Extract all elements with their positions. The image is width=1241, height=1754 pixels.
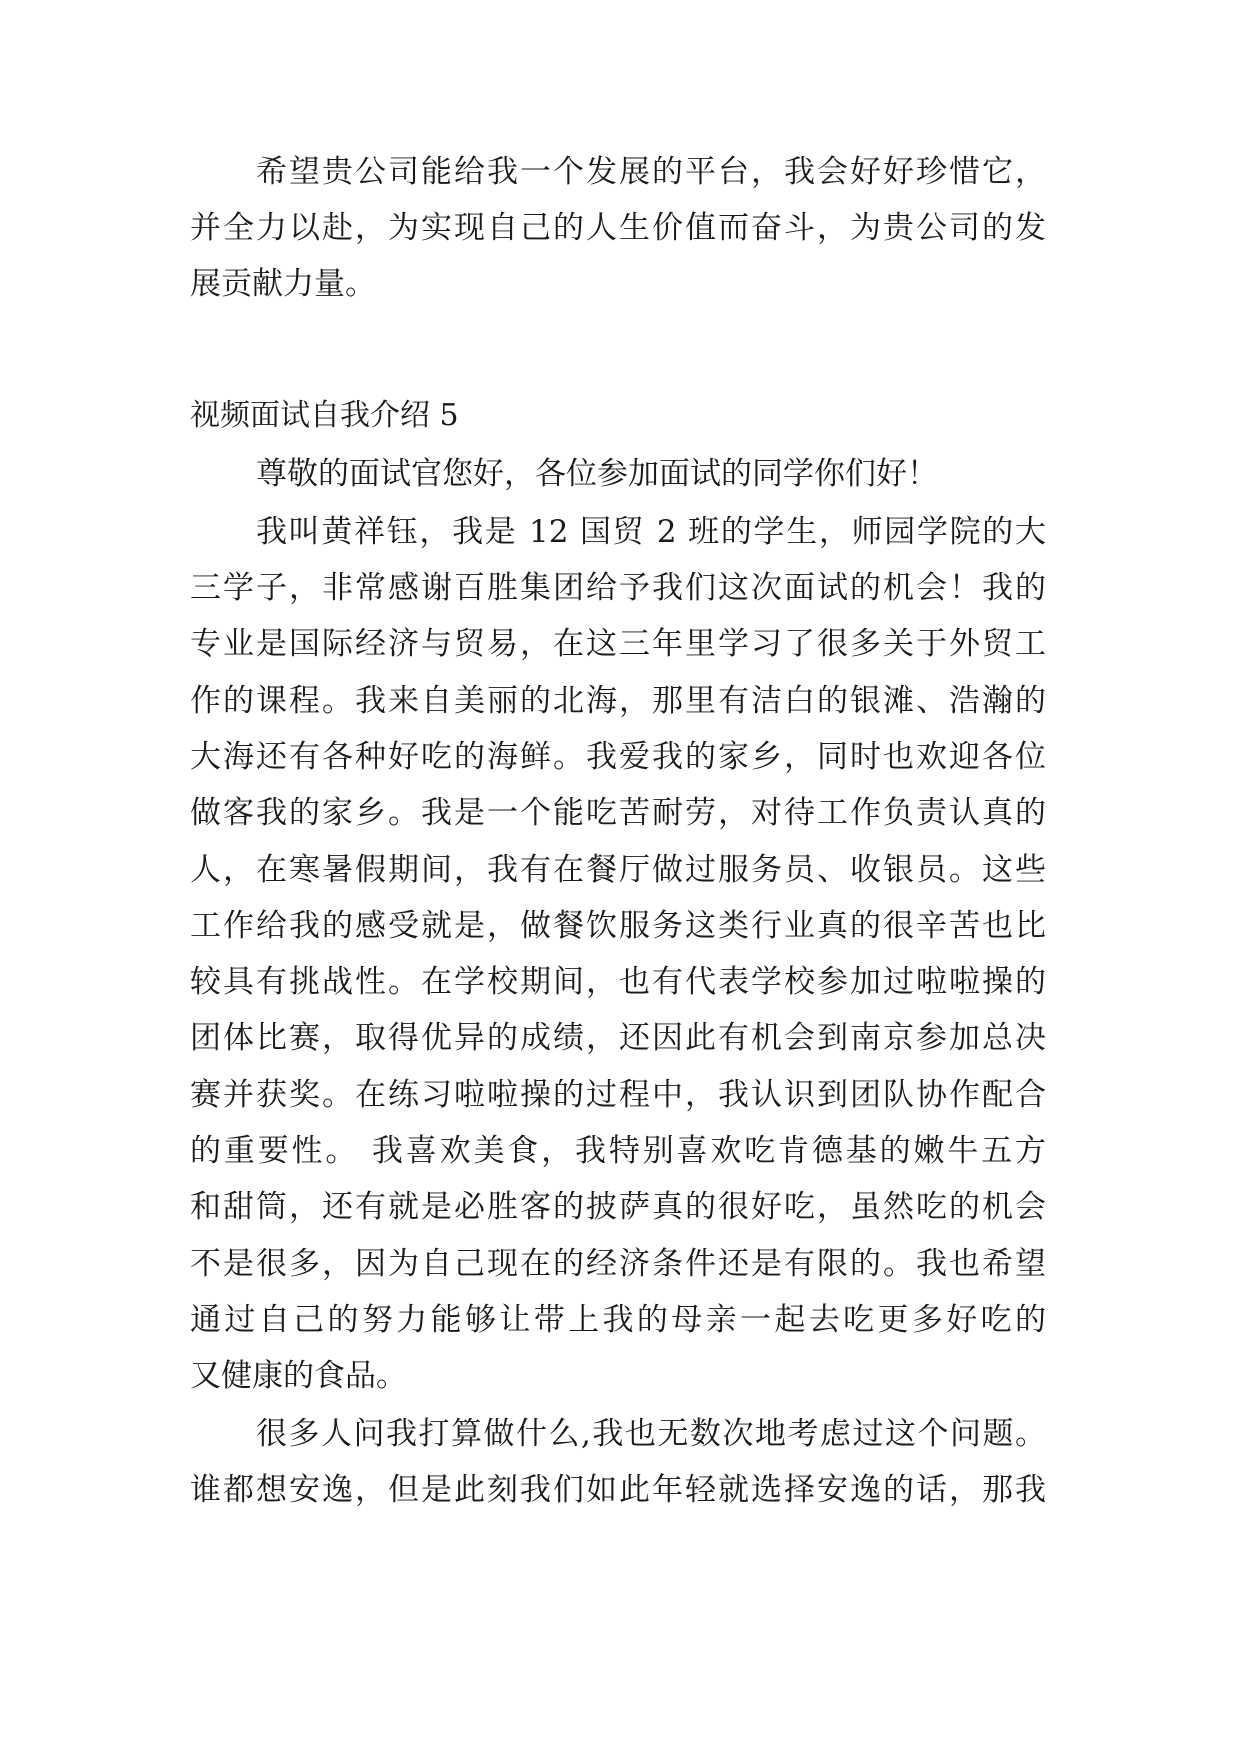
intro-paragraph-line: 的重要性。 我喜欢美食，我特别喜欢吃肯德基的嫩牛五方	[190, 1133, 1046, 1169]
intro-paragraph-line: 团体比赛，取得优异的成绩，还因此有机会到南京参加总决	[190, 1020, 1046, 1056]
intro-paragraph-line: 通过自己的努力能够让带上我的母亲一起去吃更多好吃的	[190, 1302, 1046, 1338]
plan-paragraph-line: 很多人问我打算做什么,我也无数次地考虑过这个问题。	[256, 1416, 1046, 1452]
intro-paragraph-line: 又健康的食品。	[190, 1358, 407, 1394]
intro-paragraph-line: 工作给我的感受就是，做餐饮服务这类行业真的很辛苦也比	[190, 908, 1046, 944]
intro-paragraph-line: 较具有挑战性。在学校期间，也有代表学校参加过啦啦操的	[190, 964, 1046, 1000]
intro-paragraph-line: 三学子，非常感谢百胜集团给予我们这次面试的机会！我的	[190, 570, 1046, 606]
closing-paragraph-line: 希望贵公司能给我一个发展的平台，我会好好珍惜它，	[256, 154, 1046, 190]
section-title: 视频面试自我介绍 5	[190, 398, 459, 433]
intro-paragraph-line: 做客我的家乡。我是一个能吃苦耐劳，对待工作负责认真的	[190, 795, 1046, 831]
intro-paragraph-line: 人，在寒暑假期间，我有在餐厅做过服务员、收银员。这些	[190, 852, 1046, 888]
plan-paragraph-line: 谁都想安逸，但是此刻我们如此年轻就选择安逸的话，那我	[190, 1472, 1046, 1508]
intro-paragraph-line: 作的课程。我来自美丽的北海，那里有洁白的银滩、浩瀚的	[190, 683, 1046, 719]
closing-paragraph-line: 展贡献力量。	[190, 266, 376, 302]
closing-paragraph-line: 并全力以赴，为实现自己的人生价值而奋斗，为贵公司的发	[190, 210, 1046, 246]
greeting-line: 尊敬的面试官您好，各位参加面试的同学你们好！	[256, 456, 938, 492]
intro-paragraph-line: 专业是国际经济与贸易，在这三年里学习了很多关于外贸工	[190, 626, 1046, 662]
intro-paragraph-line: 我叫黄祥钰，我是 12 国贸 2 班的学生，师园学院的大	[256, 514, 1046, 550]
intro-paragraph-line: 和甜筒，还有就是必胜客的披萨真的很好吃，虽然吃的机会	[190, 1189, 1046, 1225]
intro-paragraph-line: 赛并获奖。在练习啦啦操的过程中，我认识到团队协作配合	[190, 1077, 1046, 1113]
intro-paragraph-line: 不是很多，因为自己现在的经济条件还是有限的。我也希望	[190, 1246, 1046, 1282]
intro-paragraph-line: 大海还有各种好吃的海鲜。我爱我的家乡，同时也欢迎各位	[190, 739, 1046, 775]
